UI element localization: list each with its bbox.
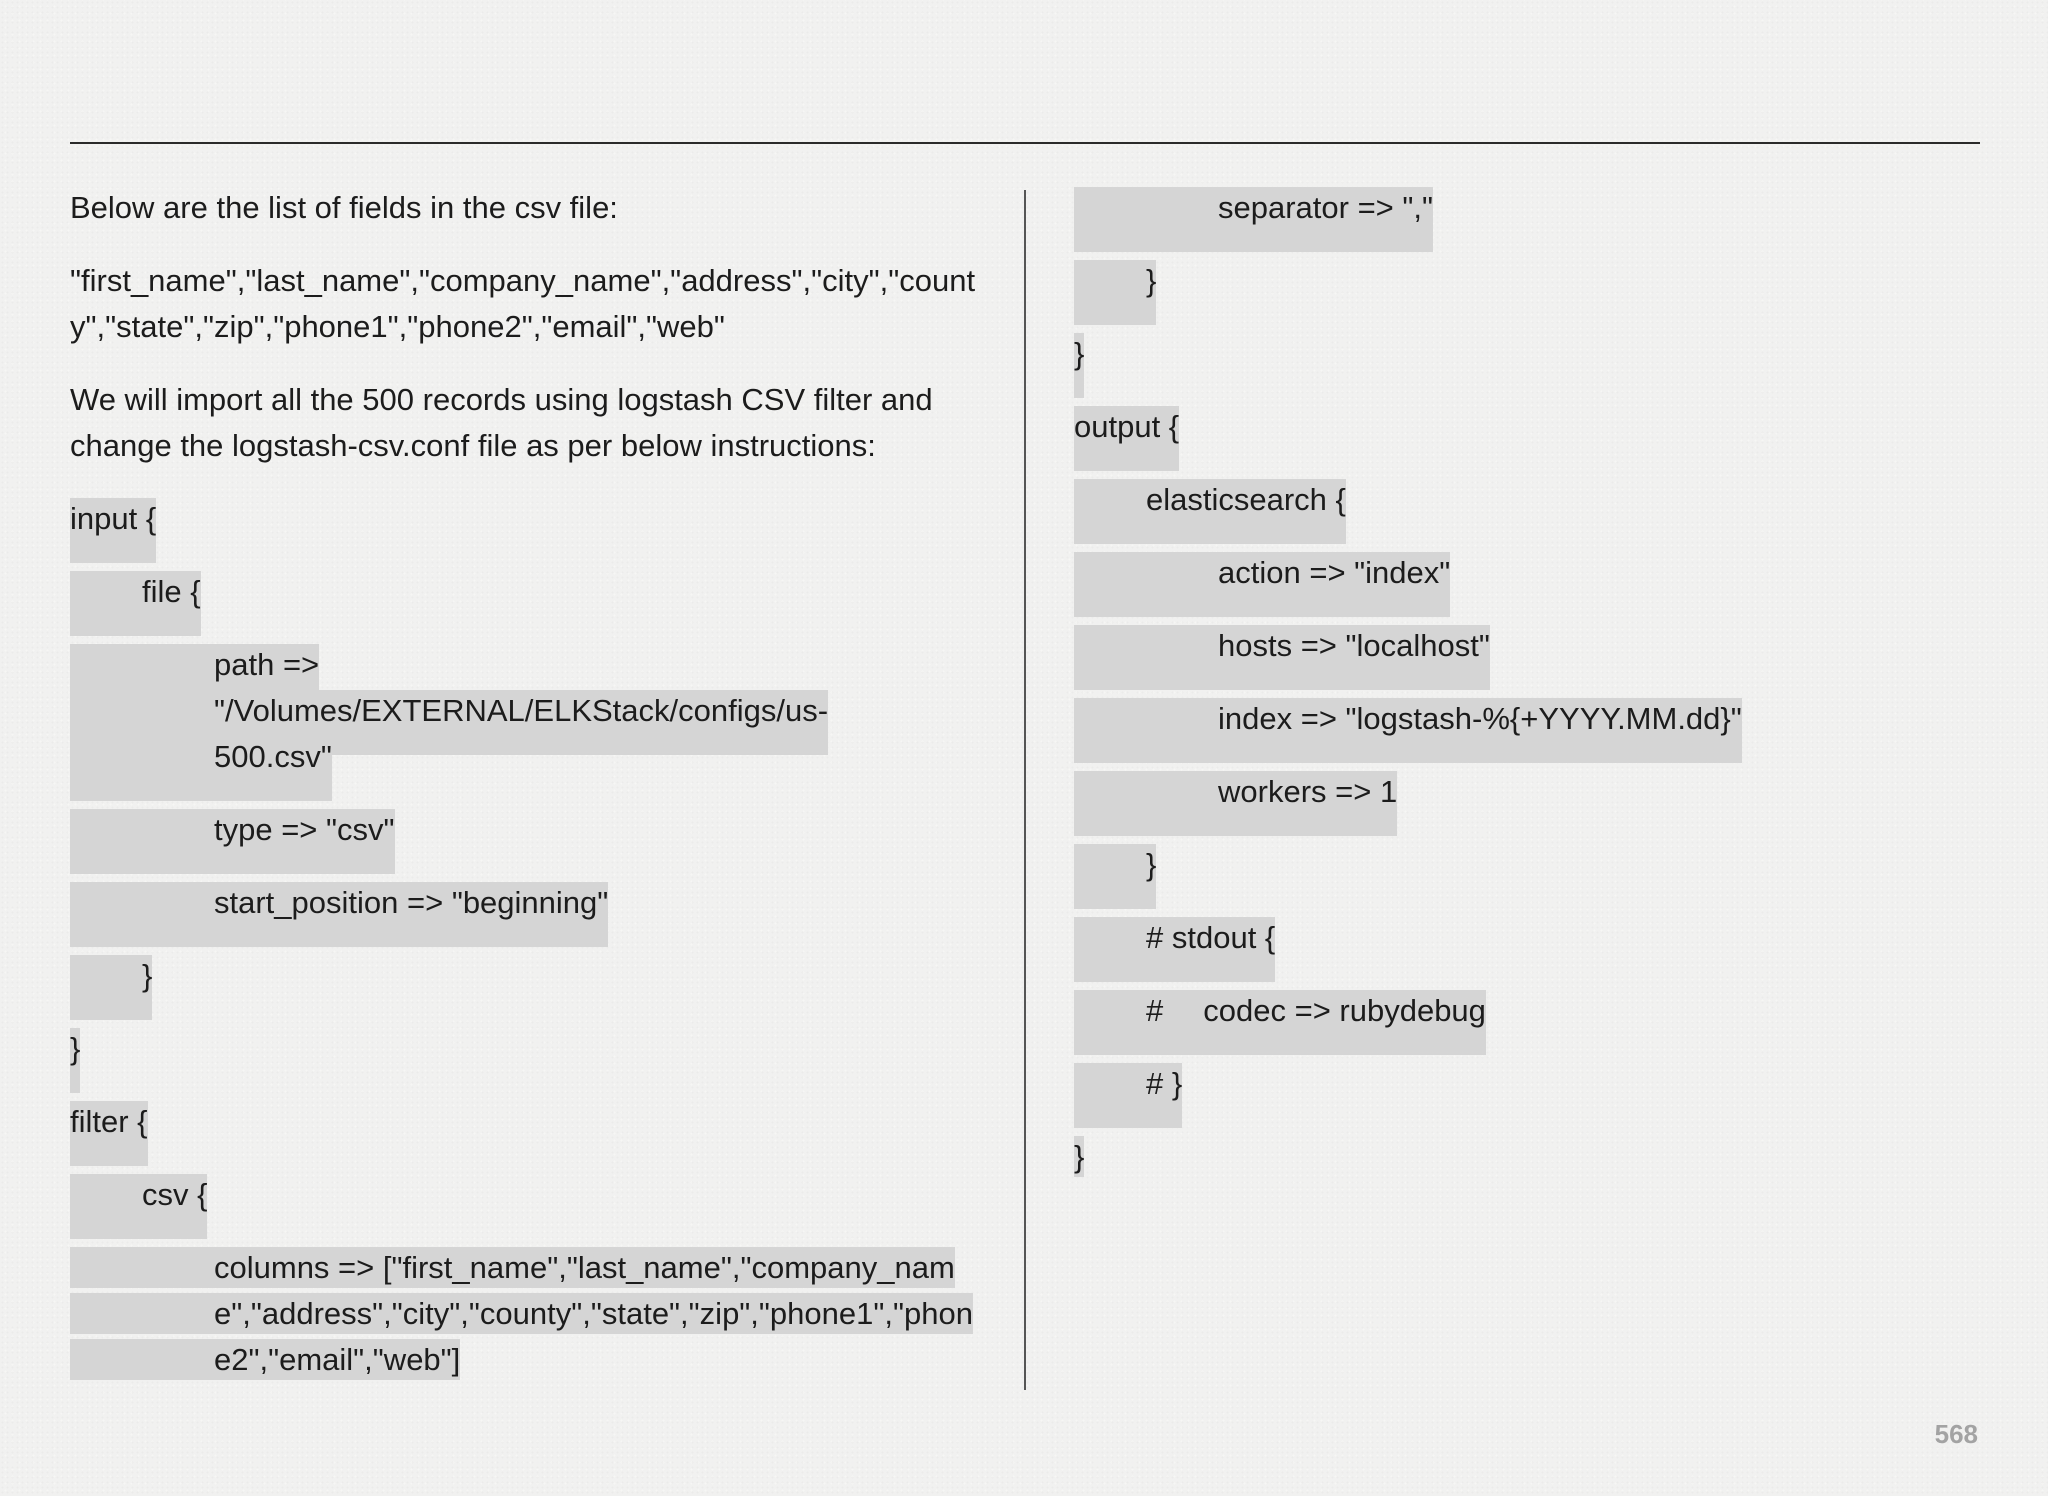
code-line-stdout-close: # } xyxy=(1074,1063,1182,1128)
code-line-filter-close: } xyxy=(1074,333,1084,398)
code-line-type: type => "csv" xyxy=(70,809,395,874)
code-line-codec xyxy=(1074,990,1486,1055)
code-line-separator: separator => "," xyxy=(1074,187,1433,252)
code-line-input-close: } xyxy=(70,1028,80,1093)
code-line-csv-open: csv { xyxy=(70,1174,207,1239)
header-rule xyxy=(70,142,1980,144)
code-line-elasticsearch-open: elasticsearch { xyxy=(1074,479,1346,544)
column-divider xyxy=(1024,190,1026,1390)
code-block-left xyxy=(70,496,980,1383)
left-column xyxy=(70,185,980,1410)
code-line-file-close: } xyxy=(70,955,152,1020)
code-line-file-open: file { xyxy=(70,571,201,636)
code-line-stdout-open: # stdout { xyxy=(1074,917,1275,982)
code-line-elasticsearch-close: } xyxy=(1074,844,1156,909)
code-line-filter-open: filter { xyxy=(70,1101,148,1166)
page-number: 568 xyxy=(1934,1419,1978,1449)
code-line-output-close: } xyxy=(1074,1136,1084,1177)
code-line-csv-close: } xyxy=(1074,260,1156,325)
code-line-action: action => "index" xyxy=(1074,552,1450,617)
instructions-paragraph: We will import all the 500 records using logstash CSV filter and change the logstash-csv.conf file as per below instructions: xyxy=(70,382,933,463)
fields-list: "first_name","last_name","company_name","address","city","county","state","zip","phone1","phone2","email","web" xyxy=(70,263,976,344)
code-line-hosts: hosts => "localhost" xyxy=(1074,625,1490,690)
right-column xyxy=(1074,185,1974,1207)
code-codec-text: codec => rubydebug xyxy=(1203,993,1486,1028)
code-line-workers: workers => 1 xyxy=(1074,771,1397,836)
code-line-path: path => "/Volumes/EXTERNAL/ELKStack/configs/us-500.csv" xyxy=(70,644,828,801)
fields-intro: Below are the list of fields in the csv file: xyxy=(70,190,618,225)
code-line-input-open: input { xyxy=(70,498,156,563)
code-line-columns: columns => ["first_name","last_name","company_name","address","city","county","state","zip","phone1","phone2","email","web"] xyxy=(70,1247,973,1380)
code-line-index: index => "logstash-%{+YYYY.MM.dd}" xyxy=(1074,698,1742,763)
code-block-right xyxy=(1074,185,1974,1180)
code-line-start-position: start_position => "beginning" xyxy=(70,882,608,947)
code-comment-hash: # xyxy=(1146,993,1164,1028)
code-line-output-open: output { xyxy=(1074,406,1179,471)
